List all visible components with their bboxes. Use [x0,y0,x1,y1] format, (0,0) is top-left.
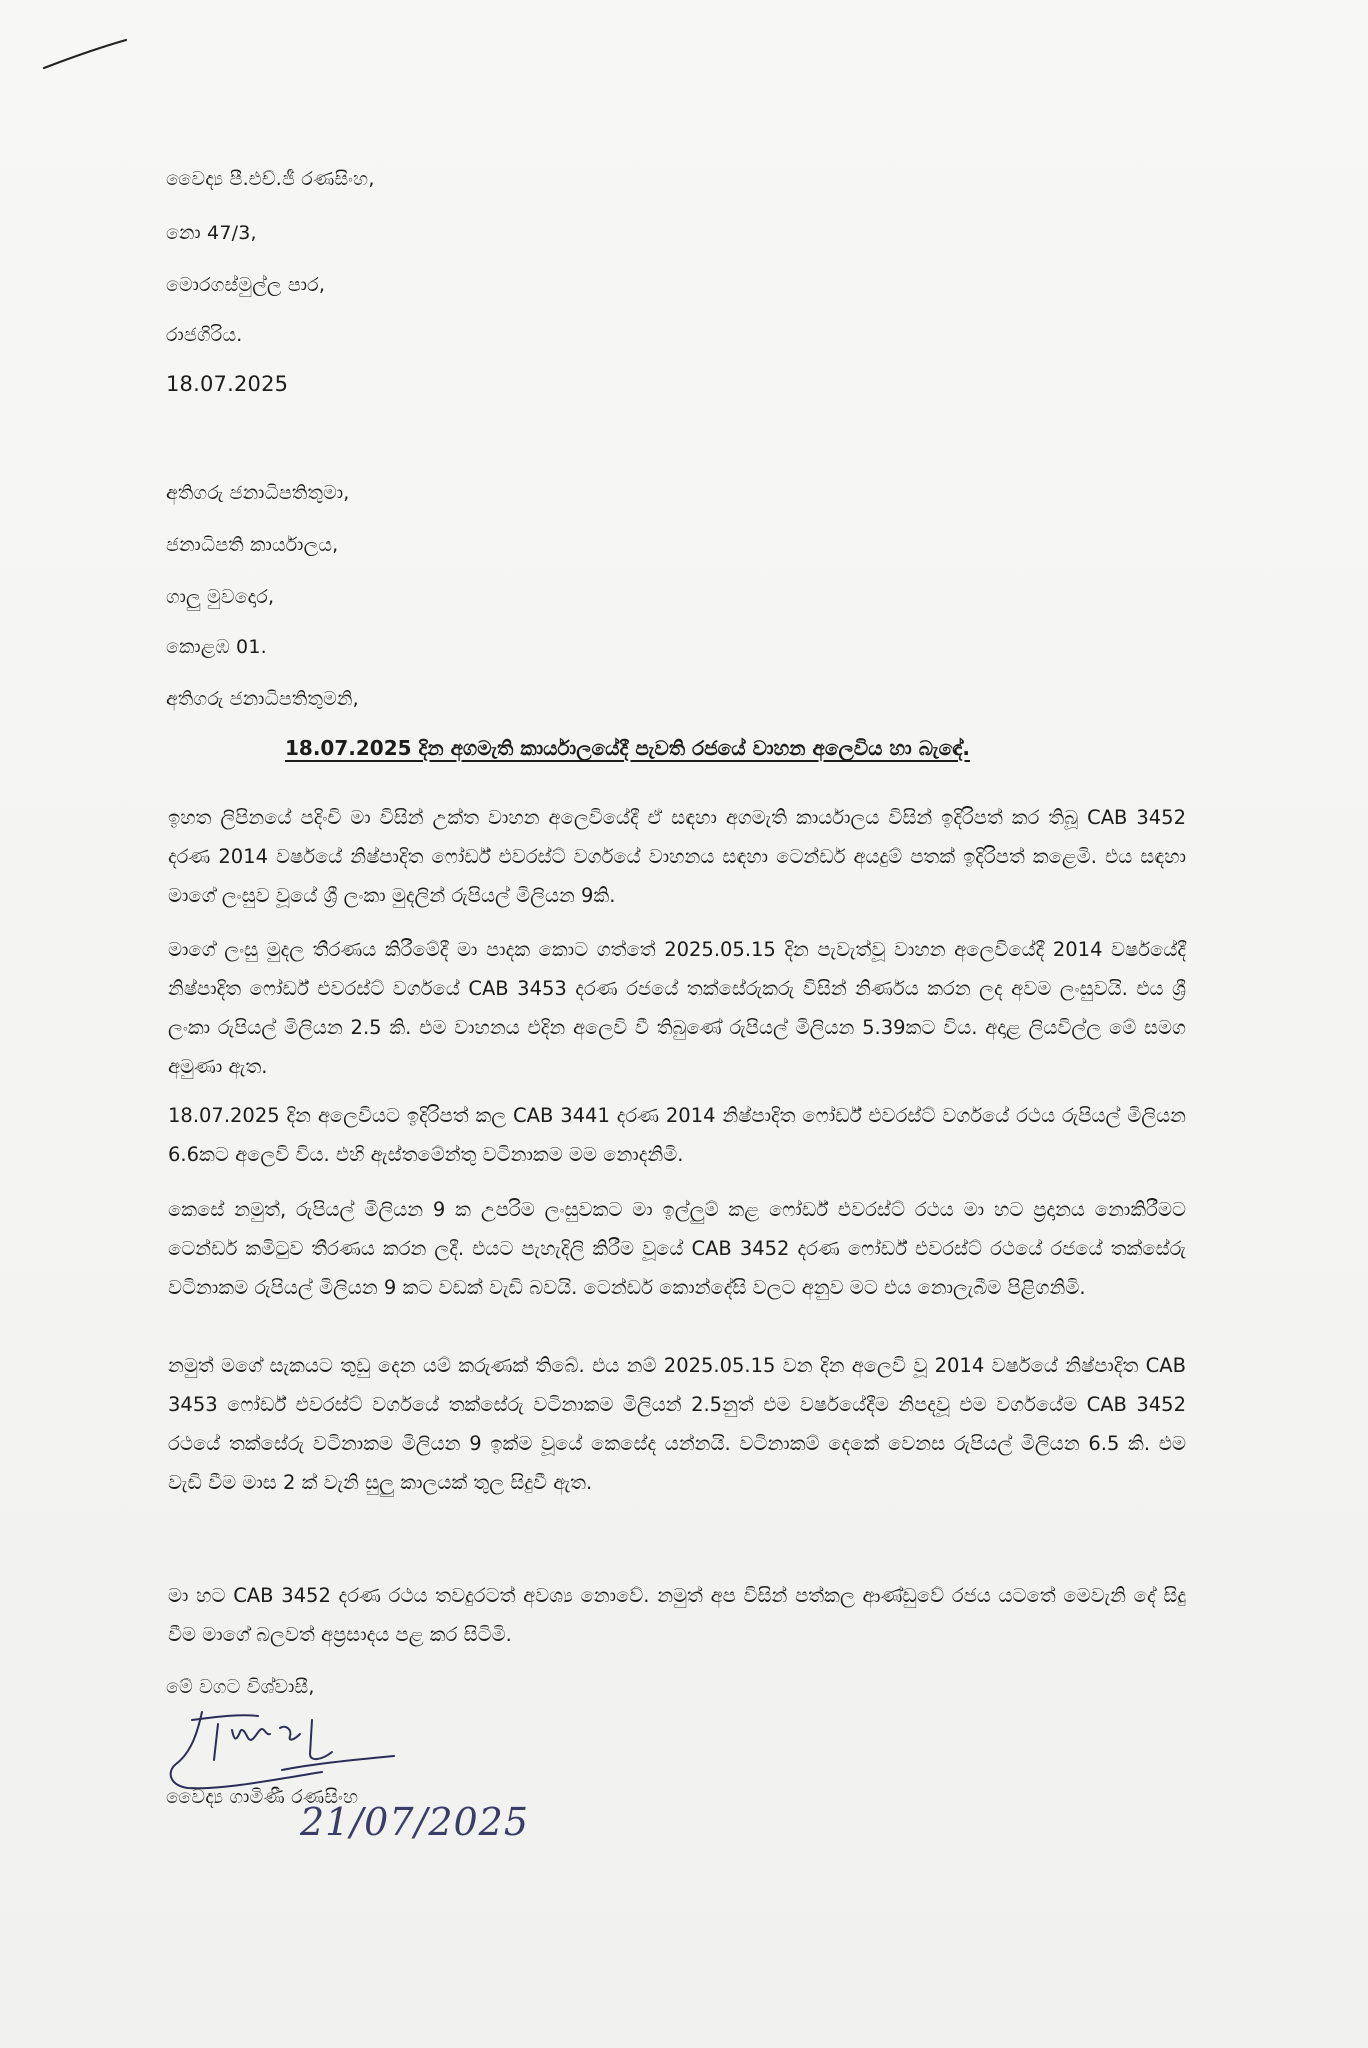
handwritten-signature [162,1690,402,1800]
signatory-name: වෛද්‍ය ගාමිණී රණසිංහ [166,1786,359,1808]
salutation: අතිගරු ජනාධිපතිතුමනි, [166,688,359,710]
sender-city: රාජගිරිය. [166,324,243,346]
body-paragraph-6: මා හට CAB 3452 දරණ රථය තවදුරටත් අවශ්‍ය නොවේ. නමුත් අප විසින් පත්කල ආණ්ඩුවේ රජය යටතේ මෙවැනි දේ සිදු වීම මාගේ බලවත් අප්‍රසාදය පළ කර සිටිමි. [168,1584,1186,1646]
body-paragraph-4: කෙසේ නමුත්, රුපියල් මිලියන 9 ක උපරිම ලංසුවකට මා ඉල්ලුම් කළ ෆෝර්ඩ් එවරස්ට් රථය මා හට ප්‍රදානය නොකිරීමට ටෙන්ඩර් කමිටුව තීරණය කරන ලදී. එයට පැහැදිලි කිරීම වූයේ CAB 3452 දරණ ෆෝර්ඩ් එවරස්ට් රථයේ රජයේ තක්සේරු වටිනාකම රුපියල් මිලියන 9 කට වඩක් වැඩි බවයි. ටෙන්ඩර් කොන්දේසි වලට අනුව මට එය නොලැබීම පිළිගනිමි. [168,1198,1186,1299]
body-paragraph-2: මාගේ ලංසු මුදල තීරණය කිරීමේදී මා පාදක කොට ගත්තේ 2025.05.15 දින පැවැත්වූ වාහන අලෙවියේදී 2014 වර්ෂයේදී නිෂ්පාදිත ෆෝර්ඩ් එවරස්ට් වර්ගයේ CAB 3453 දරණ රජයේ තක්සේරුකරු විසින් නිර්ණය කරන ලද අවම ලංසුවයි. එය ශ්‍රී ලංකා රුපියල් මිලියන 2.5 කි. එම වාහනය එදින අලෙවි වී තිබුණේ රුපියල් මිලියන 5.39කට විය. අදාළ ලියවිල්ල මේ සමග අමුණා ඇත. [168,938,1186,1078]
body-paragraph-1: ඉහත ලිපිනයේ පදිංචි මා විසින් උක්ත වාහන අලෙවියේදී ඒ සඳහා අගමැති කාර්යාලය විසින් ඉදිරිපත් කර තිබූ CAB 3452 දරණ 2014 වර්ෂයේ නිෂ්පාදිත ෆෝර්ඩ් එවරස්ට් වර්ගයේ වාහනය සඳහා ටෙන්ඩර් අයදුම් පතක් ඉදිරිපත් කළෙමි. එය සඳහා මාගේ ලංසුව වූයේ ශ්‍රී ලංකා මුදලින් රුපියල් මිලියන 9කි. [168,806,1186,907]
recipient-street: ගාලු මුවදොර, [166,586,275,608]
handwritten-date: 21/07/2025 [300,1800,530,1844]
letter-date: 18.07.2025 [166,372,289,396]
recipient-title: අතිගරු ජනාධිපතිතුමා, [166,482,350,504]
body-paragraph-3: 18.07.2025 දින අලෙවියට ඉදිරිපත් කල CAB 3441 දරණ 2014 නිෂ්පාදිත ෆෝර්ඩ් එවරස්ට් වර්ගයේ රථය රුපියල් මිලියන 6.6කට අලෙවි විය. එහි ඇස්තමේන්තු වටිනාකම මම නොදනිමි. [168,1104,1186,1166]
recipient-city: කොළඹ 01. [166,636,267,658]
sender-road: මොරගස්මුල්ල පාර, [166,274,326,296]
body-paragraph-5: නමුත් මගේ සැකයට තුඩු දෙන යම් කරුණක් තිබේ. එය නම් 2025.05.15 වන දින අලෙවි වූ 2014 වර්ෂයේ නිෂ්පාදිත CAB 3453 ෆෝර්ඩ් එවරස්ට් වර්ගයේ තක්සේරු වටිනාකම මිලියන් 2.5නුත් එම වර්ෂයේදීම නිපදවූ එම වර්ගයේම CAB 3452 රථයේ තක්සේරු වටිනාකම මිලියන 9 ඉක්ම වූයේ කෙසේද යන්නයි. වටිනාකම් දෙකේ වෙනස රුපියල් මිලියන 6.5 කි. එම වැඩි වීම මාස 2 ක් වැනි සුලු කාලයක් තුල සිදුවී ඇත. [168,1354,1186,1494]
closing: මේ වගට විශ්වාසී, [166,1676,315,1698]
sender-house-no: නො 47/3, [166,222,257,244]
subject-line: 18.07.2025 දින අගමැති කාර්යාලයේදී පැවති රජයේ වාහන අලෙවිය හා බැඳේ. [285,736,971,760]
sender-name: වෛද්‍ය පී.එච්.ජී රණසිංහ, [166,168,375,190]
recipient-office: ජනාධිපති කාර්යාලය, [166,534,339,556]
pen-mark [40,36,130,76]
